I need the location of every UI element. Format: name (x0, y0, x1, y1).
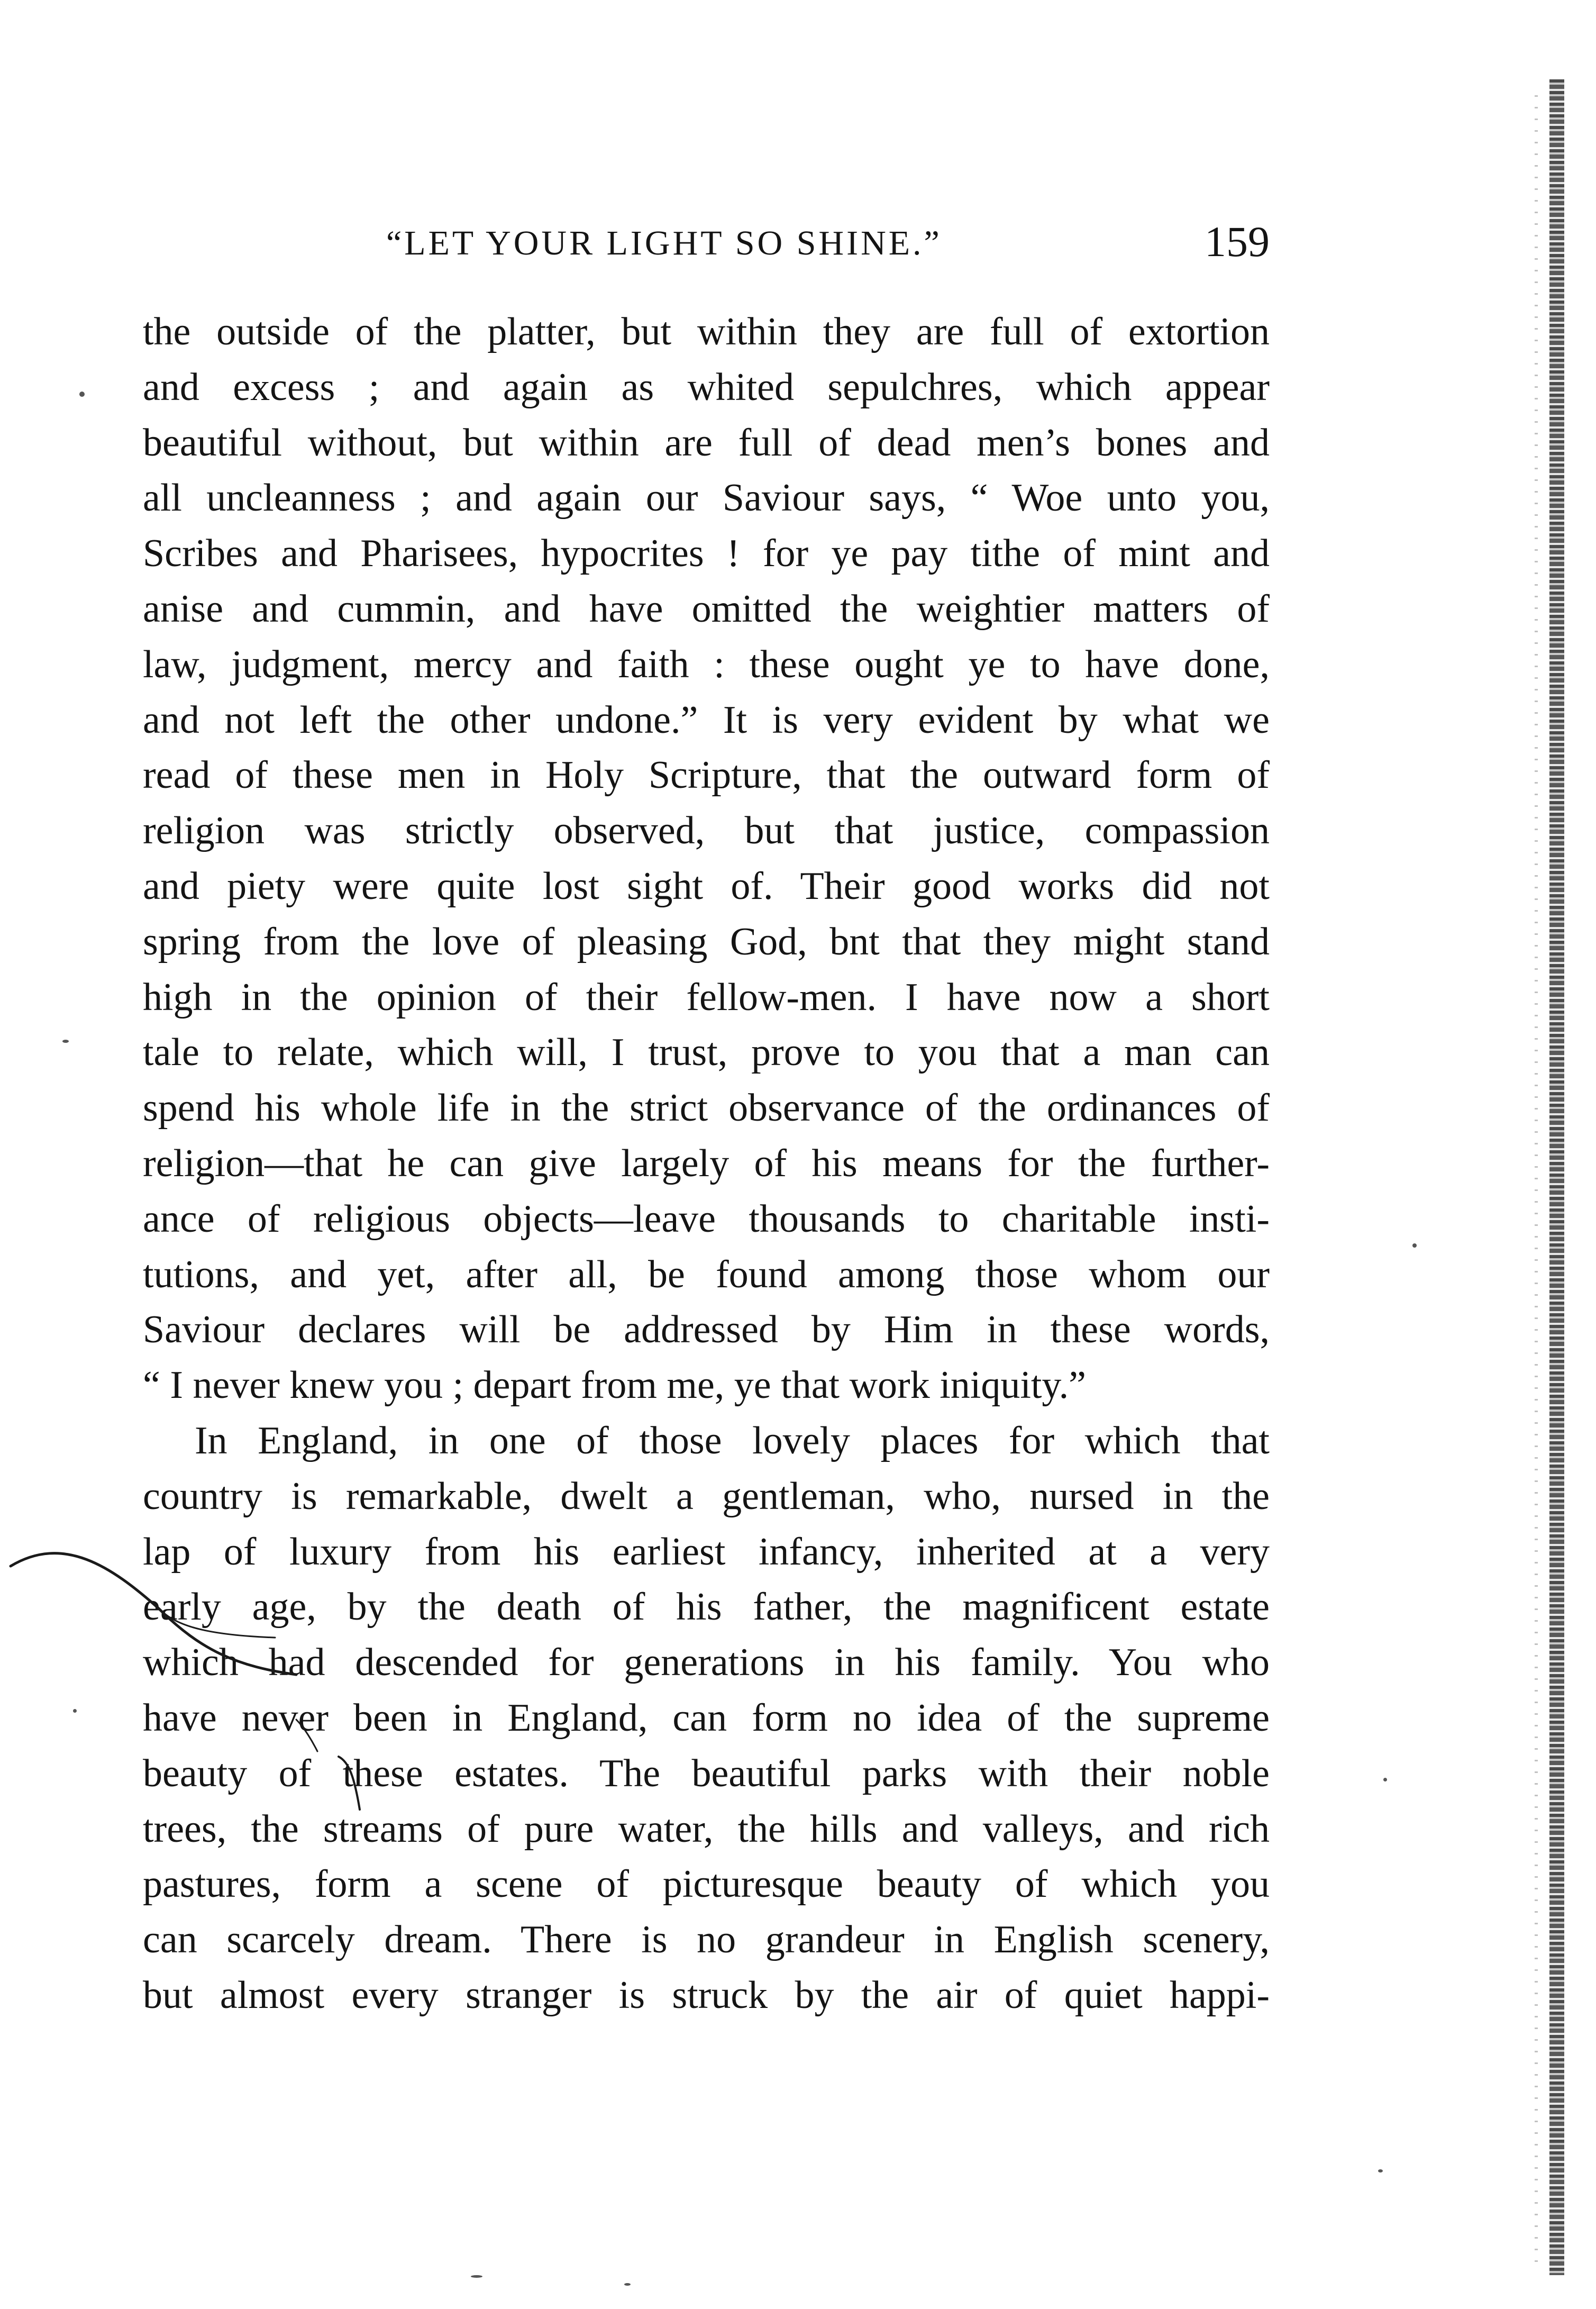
scan-speck (79, 392, 85, 397)
text-line: Scribes and Pharisees, hypocrites ! for ye pay tithe of mint and (143, 532, 1270, 576)
text-line: pastures, form a scene of picturesque beauty of which you (143, 1862, 1270, 1906)
text-line: lap of luxury from his earliest infancy, inherited at a very (143, 1530, 1270, 1574)
scan-speck (73, 1709, 77, 1713)
text-line: spring from the love of pleasing God, bnt that they might stand (143, 920, 1270, 963)
page-number: 159 (1205, 217, 1270, 266)
text-line: all uncleanness ; and again our Saviour says, “ Woe unto you, (143, 476, 1270, 520)
text-line: trees, the streams of pure water, the hills and valleys, and rich (143, 1807, 1270, 1851)
text-line: have never been in England, can form no idea of the supreme (143, 1696, 1270, 1740)
running-title: “LET YOUR LIGHT SO SHINE.” (386, 224, 942, 262)
text-line: “ I never knew you ; depart from me, ye that work iniquity.” (143, 1363, 1086, 1407)
text-line: ance of religious objects—leave thousands to charitable insti- (143, 1197, 1270, 1241)
text-line: anise and cummin, and have omitted the weightier matters of (143, 587, 1270, 631)
scan-speck (62, 1040, 69, 1043)
scan-speck (1412, 1243, 1417, 1248)
scan-speck (471, 2275, 482, 2278)
scan-speck (1383, 1778, 1387, 1781)
text-line: religion—that he can give largely of his means for the further- (143, 1141, 1270, 1185)
binding-edge-specks (1535, 95, 1538, 2265)
text-line: law, judgment, mercy and faith : these ought ye to have done, (143, 642, 1270, 686)
paragraph (143, 1413, 1270, 2023)
running-header (143, 217, 1270, 275)
text-line: early age, by the death of his father, the magnificent estate (143, 1585, 1270, 1629)
text-line: In England, in one of those lovely places for which that (195, 1419, 1270, 1462)
text-line: Saviour declares will be addressed by Him in these words, (143, 1308, 1270, 1352)
text-line: religion was strictly observed, but that justice, compassion (143, 809, 1270, 853)
text-line: tale to relate, which will, I trust, prove to you that a man can (143, 1031, 1270, 1075)
text-line: can scarcely dream. There is no grandeur in English scenery, (143, 1918, 1270, 1962)
text-line: spend his whole life in the strict observance of the ordinances of (143, 1086, 1270, 1130)
text-line: tutions, and yet, after all, be found among those whom our (143, 1252, 1270, 1296)
body-text (143, 304, 1270, 2023)
paragraph (143, 304, 1270, 1413)
text-line: and not left the other undone.” It is very evident by what we (143, 698, 1270, 742)
text-line: beauty of these estates. The beautiful parks with their noble (143, 1751, 1270, 1795)
text-line: high in the opinion of their fellow-men. I have now a short (143, 975, 1270, 1019)
text-line: beautiful without, but within are full of dead men’s bones and (143, 421, 1270, 465)
text-line: country is remarkable, dwelt a gentleman, who, nursed in the (143, 1474, 1270, 1518)
scan-speck (624, 2283, 631, 2286)
text-line: the outside of the platter, but within they are full of extortion (143, 310, 1270, 353)
binding-edge-shadow (1549, 79, 1564, 2275)
scan-speck (1378, 2169, 1383, 2172)
text-line: read of these men in Holy Scripture, that the outward form of (143, 753, 1270, 797)
text-line: and piety were quite lost sight of. Their good works did not (143, 864, 1270, 908)
text-line: but almost every stranger is struck by the air of quiet happi- (143, 1973, 1270, 2017)
text-line: which had descended for generations in his family. You who (143, 1641, 1270, 1685)
text-line: and excess ; and again as whited sepulchres, which appear (143, 365, 1270, 409)
